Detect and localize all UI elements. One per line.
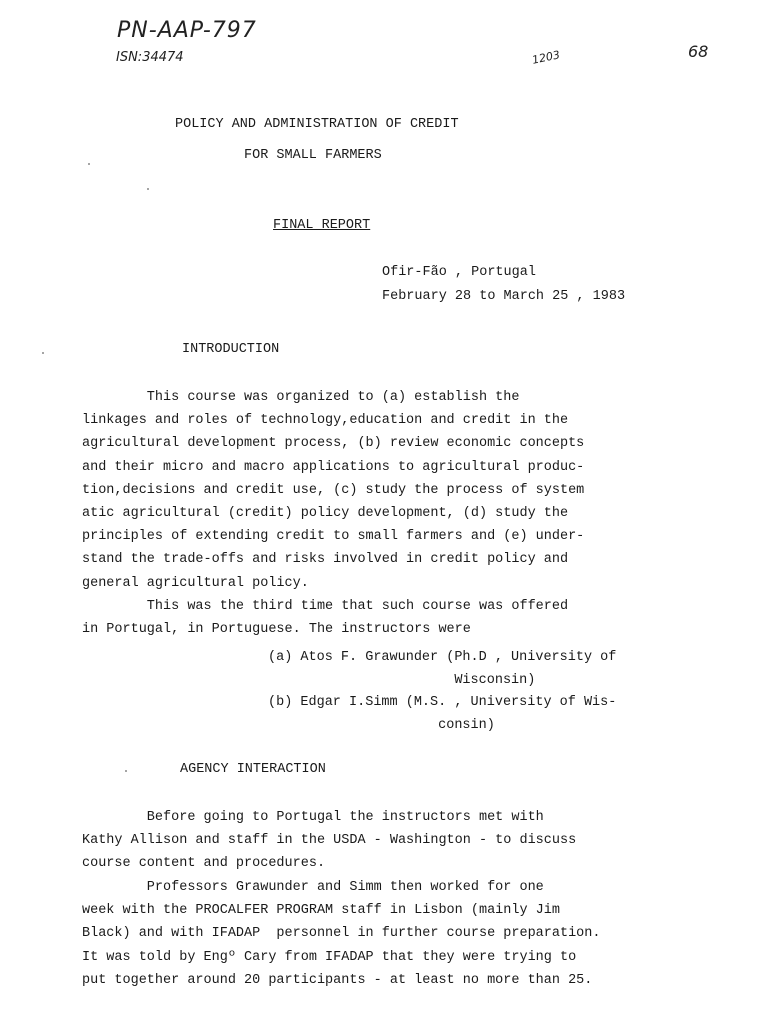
text-line: This course was organized to (a) establish the	[82, 390, 520, 405]
location-dates: February 28 to March 25 , 1983	[382, 289, 626, 304]
introduction-heading: INTRODUCTION	[182, 342, 280, 357]
text-line: Black) and with IFADAP personnel in further course preparation.	[82, 926, 601, 942]
scan-speck	[88, 163, 90, 165]
location-place: Ofir-Fão , Portugal	[382, 265, 536, 280]
text-line: week with the PROCALFER PROGRAM staff in Lisbon (mainly Jim	[82, 903, 560, 919]
text-line: It was told by Engº Cary from IFADAP that they were trying to	[82, 949, 577, 965]
text-line: (a) Atos F. Grawunder (Ph.D , University of	[268, 650, 617, 665]
text-line: linkages and roles of technology,education and credit in the	[82, 413, 569, 429]
report-heading: FINAL REPORT	[273, 218, 371, 233]
text-line: principles of extending credit to small farmers and (e) under-	[82, 529, 585, 545]
text-line: (b) Edgar I.Simm (M.S. , University of Wis-	[268, 695, 617, 710]
instructor-b	[268, 692, 616, 737]
text-line: course content and procedures.	[82, 856, 326, 872]
text-line: Kathy Allison and staff in the USDA - Washington - to discuss	[82, 833, 577, 849]
scan-speck	[125, 770, 127, 772]
title-line-1: POLICY AND ADMINISTRATION OF CREDIT	[175, 117, 459, 132]
text-line: Before going to Portugal the instructors met with	[82, 810, 544, 825]
title-line-2: FOR SMALL FARMERS	[244, 148, 382, 163]
text-line: This was the third time that such course was offered	[82, 599, 569, 614]
introduction-paragraph-2	[82, 595, 672, 641]
text-line: and their micro and macro applications to agricultural produc-	[82, 459, 585, 475]
agency-heading: AGENCY INTERACTION	[180, 762, 326, 777]
scan-speck	[147, 188, 149, 190]
introduction-paragraph-1	[82, 386, 672, 595]
text-line: general agricultural policy.	[82, 575, 309, 591]
instructor-a	[268, 647, 616, 692]
scan-speck	[42, 352, 44, 354]
text-line: put together around 20 participants - at least no more than 25.	[82, 972, 593, 988]
handwritten-isn: ISN:34474	[116, 50, 184, 65]
text-line: consin)	[268, 717, 495, 733]
text-line: atic agricultural (credit) policy development, (d) study the	[82, 506, 569, 522]
text-line: in Portugal, in Portuguese. The instructors were	[82, 622, 471, 638]
handwritten-number: 1203	[530, 48, 562, 67]
handwritten-page-number: 68	[688, 42, 709, 61]
text-line: stand the trade-offs and risks involved in credit policy and	[82, 552, 569, 568]
text-line: tion,decisions and credit use, (c) study the process of system	[82, 482, 585, 498]
text-line: agricultural development process, (b) review economic concepts	[82, 436, 585, 452]
text-line: Wisconsin)	[268, 672, 536, 688]
handwritten-document-id: PN-AAP-797	[117, 18, 257, 43]
agency-paragraph-1	[82, 806, 672, 876]
agency-paragraph-2	[82, 876, 672, 992]
text-line: Professors Grawunder and Simm then worked for one	[82, 880, 544, 895]
